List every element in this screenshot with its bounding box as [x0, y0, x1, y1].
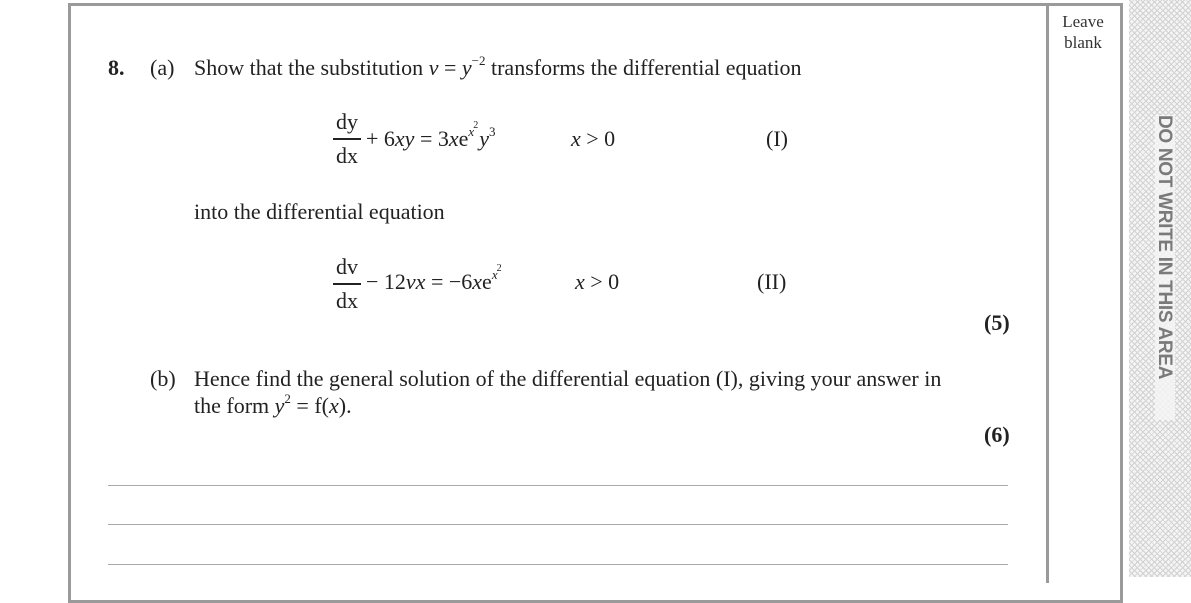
middle-text: into the differential equation — [194, 199, 445, 224]
part-a-label: (a) — [150, 55, 175, 80]
eq2-numerator: dv — [336, 254, 358, 279]
eq2-denominator: dx — [336, 288, 358, 313]
do-not-write-warning: DO NOT WRITE IN THIS AREA — [1155, 115, 1175, 420]
eq1-numerator: dy — [336, 109, 358, 134]
eq1-denominator: dx — [336, 143, 358, 168]
eq2-rhs: − $12vx = -6xe^{x2}$ — [366, 263, 502, 294]
part-b-marks: (6) — [984, 422, 1010, 447]
answer-line[interactable] — [108, 564, 1008, 565]
question-number: 8. — [108, 55, 125, 80]
blank-label: blank — [1064, 33, 1102, 52]
part-b-line-1: Hence find the general solution of the differential equation (I), giving your answer in — [194, 366, 942, 391]
part-b-label: (b) — [150, 366, 176, 391]
answer-line[interactable] — [108, 485, 1008, 486]
leave-blank-label — [1051, 11, 1115, 53]
eq1-label: (I) — [766, 126, 788, 151]
eq1-fraction-bar — [333, 138, 361, 140]
leave-label: Leave — [1062, 12, 1104, 31]
eq2-condition: x > 0 — [575, 269, 620, 294]
margin-divider — [1046, 3, 1049, 583]
page-frame — [68, 3, 1123, 603]
eq2-fraction-bar — [333, 283, 361, 285]
part-b-line-2: the form $y^2 = f(x)$. — [194, 391, 352, 418]
eq1-condition: x > 0 — [571, 126, 616, 151]
part-a-marks: (5) — [984, 310, 1010, 335]
part-a-intro: Show that the substitution $v = y^{-2}$ transforms the differential equation — [194, 53, 802, 80]
eq2-label: (II) — [757, 269, 787, 294]
eq1-rhs: + $6xy = 3xe^{x2}y^3$ — [366, 120, 496, 151]
answer-line[interactable] — [108, 524, 1008, 525]
